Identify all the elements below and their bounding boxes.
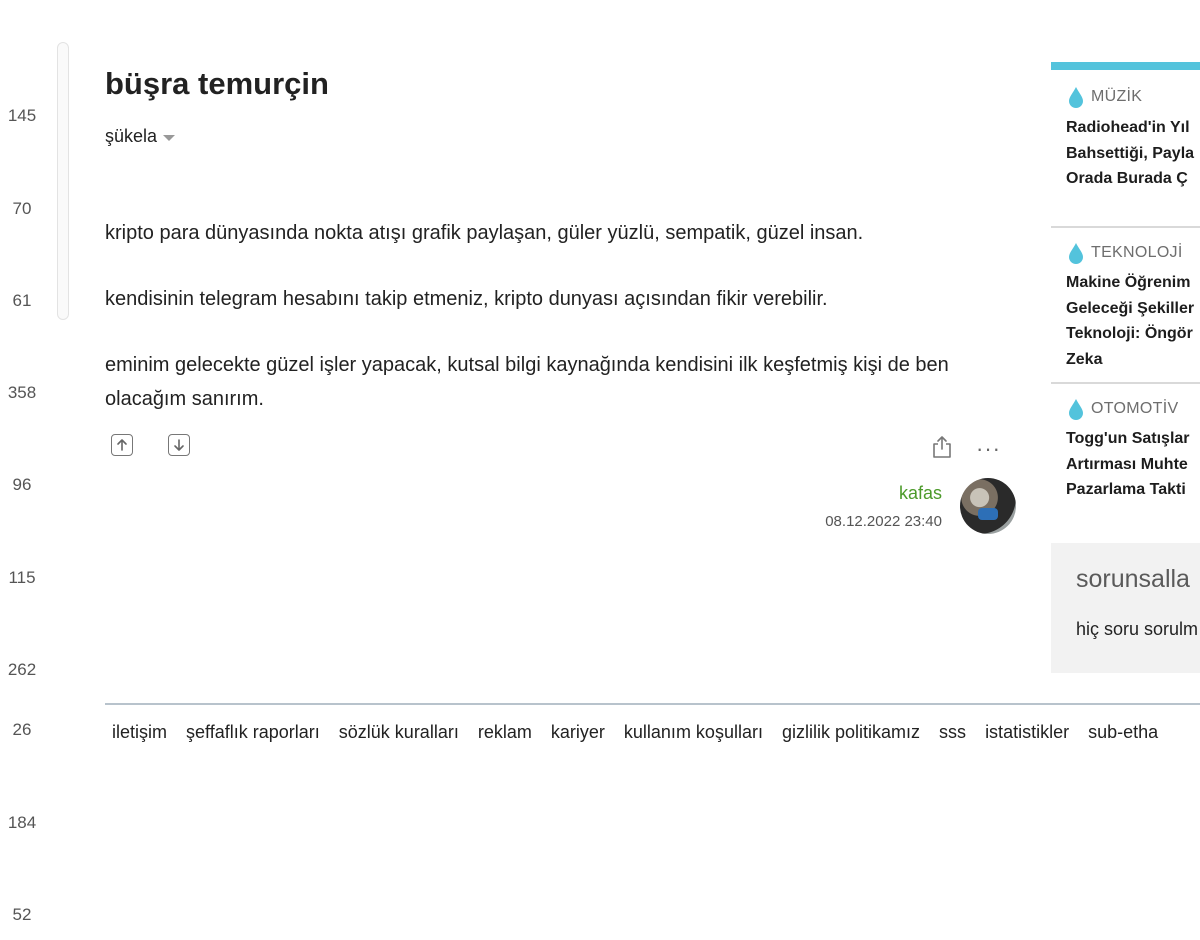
footer-divider bbox=[105, 703, 1200, 705]
sidebar-article-title-line[interactable]: Geleceği Şekiller bbox=[1066, 299, 1195, 317]
arrow-up-icon bbox=[115, 438, 129, 452]
sidebar-article-title-line[interactable]: Orada Burada Ç bbox=[1066, 170, 1188, 187]
entry-paragraph: eminim gelecekte güzel işler yapacak, kutsal bilgi kaynağında kendisini ilk keşfetmiş kişi de ben olacağım sanırım. bbox=[105, 354, 949, 410]
footer-link[interactable]: iletişim bbox=[112, 722, 168, 742]
sidebar-article-title-line[interactable]: Radiohead'in Yıl bbox=[1066, 119, 1190, 136]
sidebar-accent-bar bbox=[1051, 62, 1200, 70]
sidebar-article-title-line[interactable]: Zeka bbox=[1066, 350, 1103, 368]
entry-date[interactable]: 08.12.2022 23:40 bbox=[825, 513, 942, 530]
topic-count[interactable]: 262 bbox=[7, 660, 37, 679]
sidebar-article-title-line[interactable]: Makine Öğrenim bbox=[1066, 274, 1191, 291]
entry-paragraph: kripto para dünyasında nokta atışı grafik paylaşan, güler yüzlü, sempatik, güzel insan. bbox=[105, 222, 864, 244]
topic-count[interactable]: 115 bbox=[8, 568, 36, 587]
sort-label: şükela bbox=[105, 126, 158, 146]
footer-link[interactable]: şeffaflık raporları bbox=[186, 722, 320, 742]
topic-count[interactable]: 70 bbox=[12, 199, 32, 218]
footer-links bbox=[112, 722, 1172, 743]
topic-count[interactable]: 358 bbox=[7, 383, 37, 402]
arrow-down-icon bbox=[172, 438, 186, 452]
topic-count[interactable]: 184 bbox=[7, 813, 37, 832]
avatar[interactable] bbox=[960, 478, 1016, 534]
downvote-button[interactable] bbox=[168, 434, 190, 456]
category-name: OTOMOTİV bbox=[1091, 400, 1179, 417]
category-name: MÜZİK bbox=[1091, 88, 1143, 105]
upvote-button[interactable] bbox=[111, 434, 133, 456]
footer-link[interactable]: sub-etha bbox=[1088, 722, 1159, 742]
sidebar-article-title-line[interactable]: Teknoloji: Öngör bbox=[1066, 325, 1193, 342]
topic-count[interactable]: 145 bbox=[7, 106, 37, 125]
droplet-icon bbox=[1067, 86, 1085, 108]
entry-content bbox=[105, 216, 1005, 448]
category-header[interactable] bbox=[1051, 242, 1200, 264]
footer-link[interactable]: kariyer bbox=[550, 722, 605, 742]
footer-link[interactable]: istatistikler bbox=[985, 722, 1070, 742]
entry-paragraph: kendisinin telegram hesabını takip etmeniz, kripto dunyası açısından fikir verebilir. bbox=[105, 288, 828, 310]
sidebar bbox=[1051, 62, 1200, 524]
left-scrollbar[interactable] bbox=[57, 42, 69, 320]
sort-dropdown[interactable] bbox=[105, 126, 175, 147]
more-options-icon[interactable]: ··· bbox=[976, 436, 1001, 461]
droplet-icon bbox=[1067, 398, 1085, 420]
topic-count[interactable]: 52 bbox=[12, 905, 32, 924]
sidebar-article-title-line[interactable]: Bahsettiği, Payla bbox=[1066, 144, 1195, 162]
sidebar-article-title-line[interactable]: Artırması Muhte bbox=[1066, 455, 1188, 473]
footer-link[interactable]: gizlilik politikamız bbox=[781, 722, 921, 742]
sidebar-article-title-line[interactable]: Togg'un Satışlar bbox=[1066, 430, 1190, 447]
droplet-icon bbox=[1067, 242, 1085, 264]
footer-link[interactable]: sözlük kuralları bbox=[338, 722, 459, 742]
footer-link[interactable]: sss bbox=[939, 722, 967, 742]
sidebar-card-teknoloji bbox=[1051, 228, 1200, 384]
category-header[interactable] bbox=[1051, 398, 1200, 420]
share-icon[interactable] bbox=[930, 434, 954, 460]
sidebar-article-title-line[interactable]: Pazarlama Takti bbox=[1066, 481, 1186, 498]
topic-title[interactable]: büşra temurçin bbox=[105, 66, 329, 101]
caret-down-icon bbox=[163, 135, 175, 141]
sidebar-card-muzik bbox=[1051, 70, 1200, 228]
questions-box bbox=[1051, 543, 1200, 673]
topic-count[interactable]: 96 bbox=[12, 475, 32, 494]
author-link[interactable]: kafas bbox=[898, 483, 942, 503]
topic-count[interactable]: 26 bbox=[12, 720, 32, 739]
category-name: TEKNOLOJİ bbox=[1091, 244, 1183, 261]
questions-title[interactable]: sorunsalla bbox=[1076, 565, 1190, 593]
sidebar-card-otomotiv bbox=[1051, 384, 1200, 524]
category-header[interactable] bbox=[1051, 86, 1200, 108]
questions-empty-text: hiç soru sorulm bbox=[1076, 619, 1199, 639]
topic-count[interactable]: 61 bbox=[12, 291, 32, 310]
footer-link[interactable]: reklam bbox=[477, 722, 532, 742]
footer-link[interactable]: kullanım koşulları bbox=[623, 722, 763, 742]
